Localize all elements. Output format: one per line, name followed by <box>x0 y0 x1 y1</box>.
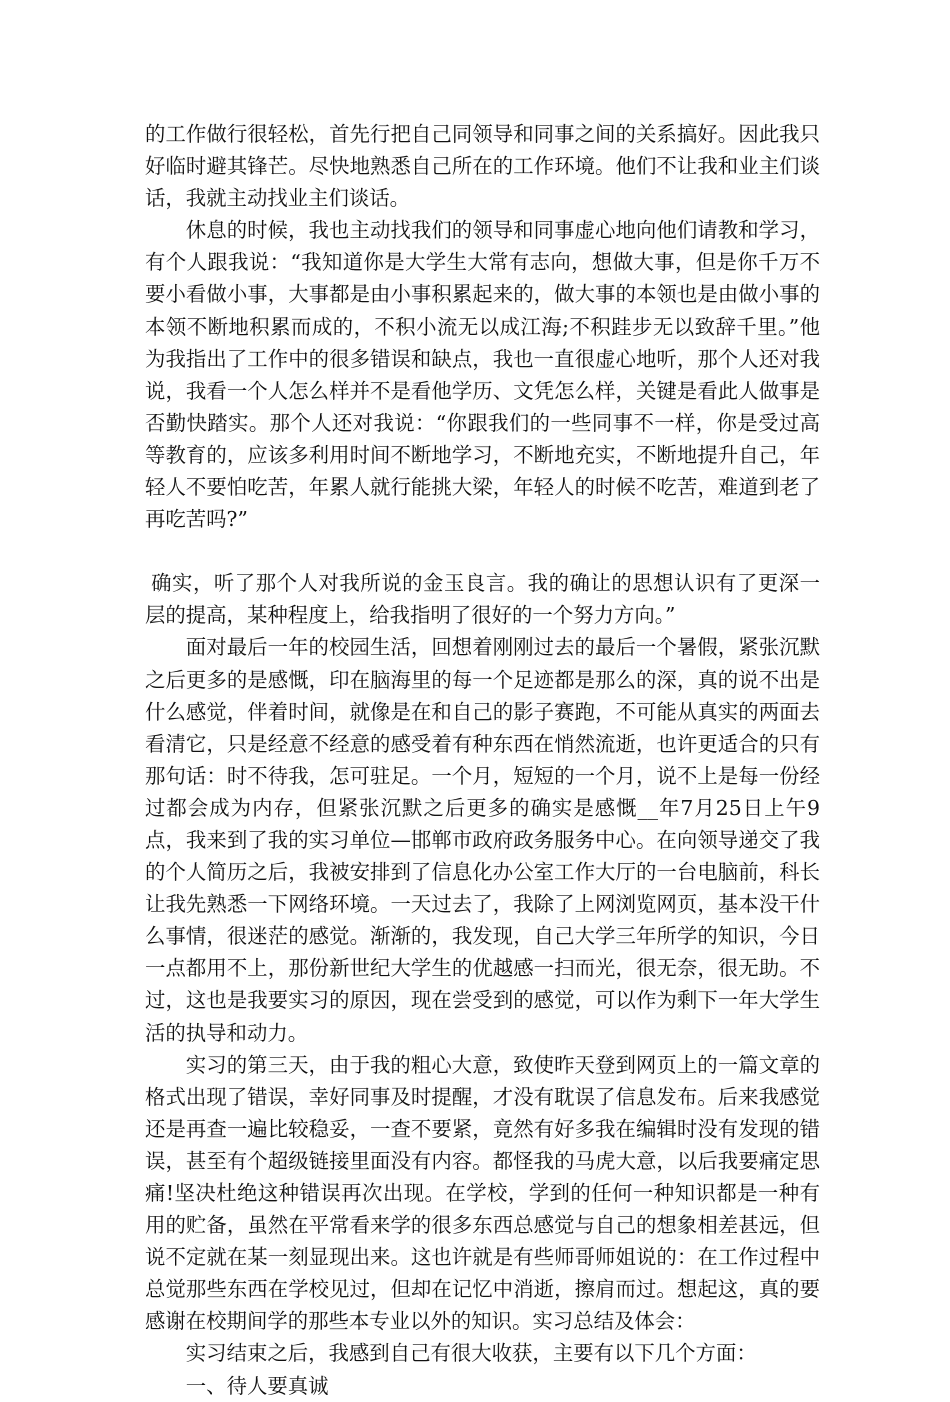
paragraph-4: 面对最后一年的校园生活，回想着刚刚过去的最后一个暑假，紧张沉默之后更多的是感慨，印在脑海里的每一个足迹都是那么的深，真的说不出是什么感觉，伴着时间，就像是在和自己的影子赛跑，不可能从真实的两面去看清它，只是经意不经意的感受着有种东西在悄然流逝，也许更适合的只有那句话：时不待我，怎可驻足。一个月，短短的一个月，说不上是每一份经过都会成为内存，但紧张沉默之后更多的确实是感慨__年7月25日上午9点，我来到了我的实习单位—邯郸市政府政务服务中心。在向领导递交了我的个人简历之后，我被安排到了信息化办公室工作大厅的一台电脑前，科长让我先熟悉一下网络环境。一天过去了，我除了上网浏览网页，基本没干什么事情，很迷茫的感觉。渐渐的，我发现，自己大学三年所学的知识，今日一点都用不上，那份新世纪大学生的优越感一扫而光，很无奈，很无助。不过，这也是我要实习的原因，现在尝受到的感觉，可以作为剩下一年大学生活的执导和动力。 <box>145 635 820 1045</box>
paragraph-6: 实习结束之后，我感到自己有很大收获，主要有以下几个方面： <box>185 1341 757 1366</box>
paragraph-5: 实习的第三天，由于我的粗心大意，致使昨天登到网页上的一篇文章的格式出现了错误，幸好同事及时提醒，才没有耽误了信息发布。后来我感觉还是再查一遍比较稳妥，一查不要紧，竟然有好多我在编辑时没有发现的错误，甚至有个超级链接里面没有内容。都怪我的马虎大意，以后我要痛定思痛!坚决杜绝这种错误再次出现。在学校，学到的任何一种知识都是一种有用的贮备，虽然在平常看来学的很多东西总感觉与自己的想象相差甚远，但说不定就在某一刻显现出来。这也许就是有些师哥师姐说的：在工作过程中总觉那些东西在学校见过，但却在记忆中消逝，擦肩而过。想起这，真的要感谢在校期间学的那些本专业以外的知识。实习总结及体会： <box>145 1052 820 1334</box>
section-heading: 一、待人要真诚 <box>185 1373 329 1398</box>
blank-line <box>145 535 820 567</box>
paragraph-2: 休息的时候，我也主动找我们的领导和同事虚心地向他们请教和学习，有个人跟我说：“我知道你是大学生大常有志向，想做大事，但是你千万不要小看做小事，大事都是由小事积累起来的，做大事的本领也是由做小事的本领不断地积累而成的，不积小流无以成江海;不积跬步无以致辞千里。”他为我指出了工作中的很多错误和缺点，我也一直很虚心地听，那个人还对我说，我看一个人怎么样并不是看他学历、文凭怎么样，关键是看此人做事是否勤快踏实。那个人还对我说：“你跟我们的一些同事不一样，你是受过高等教育的，应该多利用时间不断地学习，不断地充实，不断地提升自己，年轻人不要怕吃苦，年累人就行能挑大梁，年轻人的时候不吃苦，难道到老了再吃苦吗?” <box>145 218 820 532</box>
document-body <box>145 118 820 1402</box>
paragraph-1: 的工作做行很轻松，首先行把自己同领导和同事之间的关系搞好。因此我只好临时避其锋芒。尽快地熟悉自己所在的工作环境。他们不让我和业主们谈话，我就主动找业主们谈话。 <box>145 122 820 211</box>
paragraph-3: 确实，听了那个人对我所说的金玉良言。我的确让的思想认识有了更深一层的提高，某种程度上，给我指明了很好的一个努力方向。” <box>145 571 820 628</box>
